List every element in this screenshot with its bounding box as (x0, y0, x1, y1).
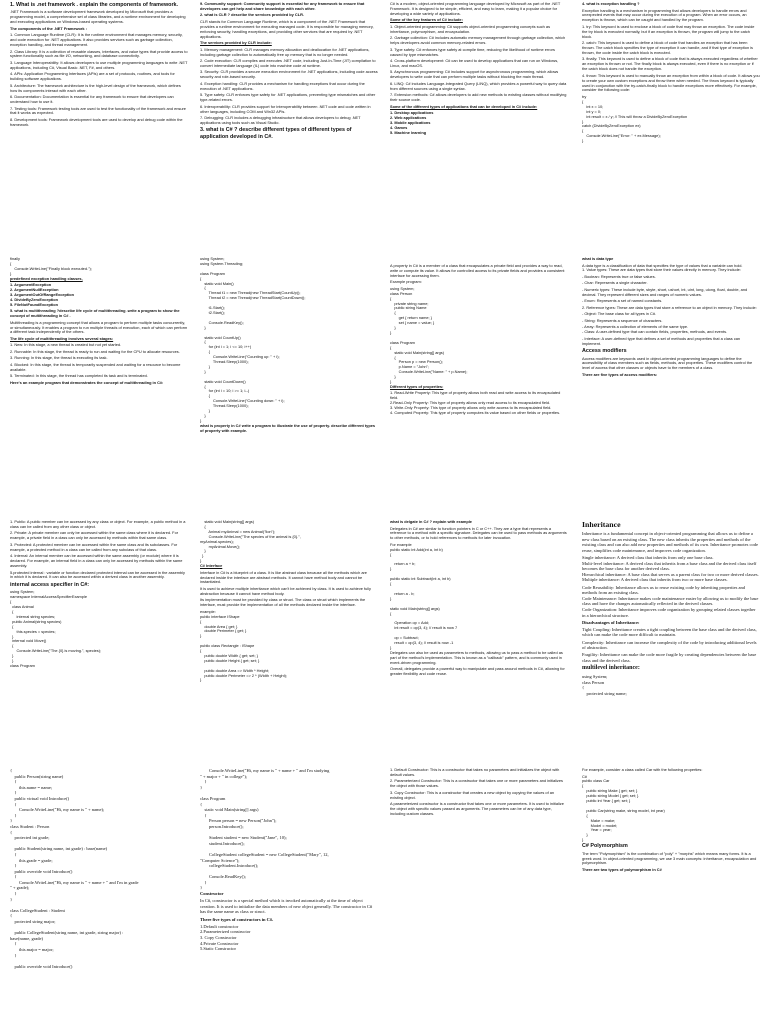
net-framework-section (10, 2, 188, 252)
paragraph: Constructor (200, 891, 224, 897)
paragraph: 4. throw: This keyword is used to manually throw an exception from within a block of code. It allows you to create your own custom exceptions and throw them when needed. The throw keyword is typically used in conjunction with the try-catch-finally block to handle exceptions more effectively. For example, consider the following code: (582, 72, 761, 93)
section-heading: internal access specifier in C#: (10, 581, 90, 588)
paragraph: 1. Desktop applications 2. Web applications 3. Mobile applications 4. Games 5. Machine learning (390, 110, 434, 135)
paragraph: Inheritance is a fundamental concept in object-oriented programming that allows us to define a new class based on an existing class. The new class inherits the properties and methods of the existing class and can also add new properties and methods of its own. Inheritance promotes code reuse, simplifies code maintenance, and improves code organization. (582, 531, 760, 553)
paragraph: Delegates can also be used as parameters to methods, allowing us to pass a method to be called as part of the method's implementation. This is known as a "callback" pattern, and is commonly used in event-driven programming. (390, 649, 564, 665)
paragraph: what is property in C# write a program to illustrate the use of property. describe different types of property with example. (200, 422, 377, 433)
thread-program-section (200, 257, 378, 517)
paragraph: It is used to achieve multiple inheritance which can't be achieved by class. It is used to achieve fully abstraction because it cannot have method body. (200, 585, 373, 596)
paragraph: 3. finally: This keyword is used to define a block of code that is always executed regardless of whether an exception is thrown or not. The finally block is always executed, even if there is no exception or if the catch block does not handle the exception. (582, 56, 759, 72)
paragraph: 1.Default constructor 2.Parameterized constructor 3. Copy Constructor 4.Private Constructor 5.Static Constructor (200, 923, 251, 952)
paragraph: 2. Code execution: CLR compiles and executes .NET code, including Just-In-Time (JIT) compilation to convert intermediate language (IL) code into machine code at runtime. (200, 58, 377, 68)
paragraph: 1. Common Language Runtime (CLR): It is the runtime environment that manages memory, security, and code execution for .NET applications. It also provides services such as garbage collection, exception handling, and thread management. (10, 32, 184, 48)
paragraph: 3. Security: CLR provides a secure execution environment for .NET applications, including code access security and role-based security. (200, 69, 379, 80)
paragraph: - String: Represents a sequence of characters. (582, 317, 663, 323)
paragraph: The term "Polymorphism" is the combination of "poly" + "morphs" which means many forms. It is a greek word. In object-oriented programming, we use 3 main concepts: inheritance, encapsulation and polymorphism. (582, 850, 758, 866)
paragraph: 7. Extension methods: C# allows developers to add new methods to existing classes without modifying their source code. (390, 92, 568, 103)
code-listing: try { int x = 10; int y = 0; int result = x / y; // This will throw a DivideByZeroException } catch (DivideByZeroException ex) { Console.WriteLine("Error: " + ex.Message); } (582, 93, 688, 144)
paragraph: 2. Reference types: These are data types that store a reference to an object in memory. They include: (582, 304, 757, 310)
paragraph: - Interface: A user-defined type that defines a set of methods and properties that a class can implement. (582, 335, 742, 346)
paragraph: Exception handling is a mechanism in programming that allows developers to handle errors and unexpected events that may occur during the execution of a program. When an error occurs, an exception is thrown, which can be caught and handled by the program. (582, 7, 748, 23)
paragraph: 1. Object-oriented programming: C# supports object-oriented programming concepts such as inheritance, polymorphism, and encapsulation. (390, 23, 552, 34)
code-listing: For example public static int Add(int a, int b) { return a + b; } public static int Subtract(int a, int b) { return a - b; } static void Main(string[] args) { Operation op = Add; int result = op(3, 4); // result is now 7 op = Subtract; result = op(3, 4); // result is now -1 } (390, 541, 458, 650)
section-heading: 3. what is C# ? describe different types of different types of application developed in C#. (200, 127, 354, 140)
paragraph: There are two types of polymorphism in C# (582, 866, 662, 872)
paragraph: Complexity: Inheritance can increase the complexity of the code by introducing additional levels of abstraction. (582, 639, 758, 651)
paragraph: A property in C# is a member of a class that encapsulates a private field and provides a way to read, write or compute its value. It allows for controlled access to its private fields and provides a consistent interface for accessing them. (390, 263, 566, 278)
paragraph: CLR stands for Common Language Runtime, which is a component of the .NET Framework that provides a runtime environment for executing managed code. It is responsible for managing memory, enforcing security, handling exceptions, and providing other services that are required by .NET applications. (200, 18, 375, 39)
section-heading: 1. What is .net framework . explain the components of framework. (10, 2, 179, 8)
column-1 (10, 2, 188, 1024)
section-heading: Inheritance (582, 520, 621, 529)
paragraph: 2. Garbage collection: C# includes automatic memory management through garbage collection, which helps developers avoid common memory-related errors. (390, 35, 567, 46)
paragraph: 4. what is exception handling ? (582, 1, 640, 6)
paragraph: 4. Internal: An internal member can be accessed within the same assembly (or module) where it is declared. For example, an internal field in a class can only be accessed by methods within the same assembly. (10, 553, 184, 569)
paragraph: what is data type (582, 256, 614, 261)
paragraph: 3. Copy Constructor: This is a constructor that creates a new object by copying the values of an existing object. (390, 789, 556, 800)
data-type-section (582, 257, 760, 517)
paragraph: 1. ArgumentException 2. ArgumentNullException 3. ArgumentOutOfRangeException 4. DivideByZeroException 5. FileNotFoundException (10, 282, 75, 307)
paragraph: 2. Parameterized Constructor: This is a constructor that takes one or more parameters and initializes the object with those values. (390, 778, 565, 789)
paragraph: 1. Read-Write Property: This type of property allows both read and write access to its encapsulated field. 2.Read-Only Property: This type of property allows only read access to its encapsulated field. 3. Write-Only Property: This type of property allows only write access to its encapsulated field. 4. Computed Property: This type of property computes its value based on other fields or properties. (390, 390, 561, 416)
paragraph: 1. Memory management: CLR manages memory allocation and deallocation for .NET applications, including garbage collection to automatically free up memory that is no longer needed. (200, 46, 371, 57)
exception-handling-section (582, 2, 760, 252)
paragraph: A parameterized constructor is a constructor that takes one or more parameters. It is used to initialize the object with specific values passed as arguments. The parameters can be of any data type, including custom classes. (390, 801, 565, 817)
code-listing: using System; namespace InternalAccessSpecifierExample { class Animal { internal string species; public Animal(string species) { this.species = species; } internal void Move() { Console.WriteLine("The {0} is moving.", species); } } class Program (10, 589, 102, 668)
access-modifiers-section (10, 520, 188, 760)
paragraph: 1. Default Constructor: This is a constructor that takes no parameters and initializes the object with default values. (390, 767, 561, 777)
paragraph: Different types of properties: (390, 383, 444, 389)
paragraph: The services provided by CLR include: (200, 40, 272, 46)
paragraph: 7. Debugging: CLR includes a debugging infrastructure that allows developers to debug .NET applications using tools such as Visual Studio. (200, 115, 362, 125)
constructor-types-section (390, 768, 568, 1026)
paragraph: - Array: Represents a collection of elements of the same type. - Class: A user-defined type that can contain fields, properties, methods, and events. (582, 324, 728, 335)
paragraph: C# is a modern, object-oriented programming language developed by Microsoft as part of the .NET Framework. It is designed to be simple, efficient, and easy to learn, making it a popular choice for developing a wide variety of applications. (390, 1, 562, 16)
paragraph: 2. Private: A private member can only be accessed within the same class where it is declared. For example, a private field in a class can only be accessed by methods within that same class. (10, 530, 180, 541)
paragraph: 8. Development tools: Framework development tools are used to develop and debug code within the framework. (10, 116, 184, 127)
paragraph: 2. Class Library: It is a collection of reusable classes, interfaces, and value types that provide access to system functionality such as file I/O, networking, and database connectivity. (10, 48, 189, 59)
paragraph: Some of the key features of C# include: (390, 17, 463, 23)
paragraph: - Boolean: Represents true or false values. (582, 273, 656, 279)
code-listing: using System; using System.Threading; class Program { static void Main() { Thread t1 = new Thread(new ThreadStart(CountUp)); Thread t2 = new Thread(new ThreadStart(CountDown)); t1.Start(); t2.Start(); Console.ReadKey(); } static void CountUp() { for (int i = 1; i <= 10; i++) { Console.WriteLine("Counting up: " + i); Thread.Sleep(1000); } } static void CountDown() { for (int i = 10; i >= 1; i--) { Console.WriteLine("Counting down: " + i); Thread.Sleep(1000); } } } (200, 256, 306, 423)
paragraph: C# Interface (200, 563, 223, 569)
paragraph: Multithreading is a programming concept that allows a program to perform multiple tasks concurrently, or simultaneously. It enables a program to run multiple threads of execution, each of which can perform a different task independently of the others. (10, 319, 189, 335)
paragraph: .NET Framework is a software development framework developed by Microsoft that provides a programming model, a comprehensive set of class libraries, and a runtime environment for developing and executing applications on Windows-based operating systems. (10, 9, 187, 25)
paragraph: 6. Documentation: Documentation is essential for any framework to ensure that developers can understand how to use it. (10, 94, 175, 105)
paragraph: 6. Interoperability: CLR provides support for interoperability between .NET code and code written in other languages, including COM and Win32 APIs. (200, 103, 372, 114)
csharp-section (390, 2, 568, 252)
delegate-section (390, 520, 568, 760)
paragraph: Disadvantages of Inheritance: (582, 619, 640, 625)
paragraph: 4. APIs: Application Programming Interfaces (APIs) are a set of protocols, routines, and tools for building software applications. (10, 71, 176, 82)
paragraph: 6. LINQ: C# includes Language-Integrated Query (LINQ), which provides a powerful way to query data from different sources using a single syntax. (390, 80, 568, 91)
column-4 (582, 2, 760, 1024)
paragraph: 1. New: In this stage, a new thread is created but not yet started. (10, 342, 122, 348)
interface-section (200, 520, 378, 760)
inheritance-code-section (10, 768, 188, 1026)
paragraph: 3. Language Interoperability: It allows developers to use multiple programming languages to write .NET applications, including C#, Visual Basic .NET, F#, and others. (10, 59, 189, 70)
paragraph: Overall, delegates provide a powerful way to manipulate and pass around methods in C#, allowing for greater flexibility and code reuse. (390, 666, 566, 676)
code-listing: using System; class Person { protected string name; (582, 674, 627, 696)
paragraph: 4. Exception handling: CLR provides a mechanism for handling exceptions that occur during the execution of .NET applications. (200, 80, 366, 91)
section-heading: C# Polymorphism (582, 843, 628, 850)
polymorphism-section (582, 768, 760, 1026)
code-listing: C# public class Car { public string Make { get; set; } public string Model { get; set; } public int Year { get; set; } public Car(string make, string model, int year) { Make = make; Model = model; Year = year; } } (582, 773, 665, 843)
paragraph: 3. Type safety: C# enforces type safety at compile time, reducing the likelihood of runtime errors caused by type mismatches. (390, 46, 557, 57)
multithreading-section (10, 257, 188, 517)
constructor-section (200, 768, 378, 1026)
paragraph: In C#, constructor is a special method which is invoked automatically at the time of object creation. It is used to initialize the data members of new object generally. The constructor in C# has the same name as class or struct. (200, 898, 374, 915)
paragraph: 9. Community support: Community support is essential for any framework to ensure that developers can get help and share knowledge with each other. (200, 1, 366, 11)
paragraph: Example program: (390, 279, 422, 285)
paragraph: - Enum: Represents a set of named constants. (582, 298, 663, 304)
paragraph: 5. Terminated: In this stage, the thread has completed its task and is terminated. (10, 373, 148, 379)
paragraph: - Object: The base class for all types in C#. (582, 311, 657, 317)
paragraph: 1. Public: A public member can be accessed by any class or object. For example, a public method in a class can be called from any other class or object. (10, 519, 187, 529)
code-listing: Console.WriteLine("Hi, my name is " + name + " and I'm studying " + major + " in college"); } } class Program { static void Main(string[] args) { Person person = new Person("John"); person.Introduce(); Student student = new Student("Jane", 10); student.Introduce(); CollegeStudent collegeStudent = new CollegeStudent("Mary", 12, "Computer Science"); collegeStudent.Introduce(); Console.ReadKey(); } } (200, 768, 330, 891)
paragraph: Code Reusability: Inheritance allows us to reuse existing code by inheriting properties and methods from an existing class. Code Maintenance: Inheritance makes code maintenance easier by allowing us to modify the base class and have the changes automatically reflected in the derived classes. Code Organization: Inheritance improves code organization by grouping related classes together in a hierarchical structure. (582, 584, 759, 618)
paragraph: 5. what is multithreading ?describe life cycle of multithreading .write a program to show the concept of multithreading in C# . (10, 308, 181, 319)
paragraph: For example, consider a class called Car with the following properties: (582, 767, 703, 772)
section-heading: multilevel inheritance: (582, 665, 640, 672)
paragraph: predefined exception handling classes, (10, 275, 83, 281)
paragraph: 5. Type safety: CLR enforces type safety for .NET applications, preventing type mismatches and other type-related errors. (200, 92, 377, 103)
paragraph: 4. Blocked: In this stage, the thread is temporarily suspended and waiting for a resource to become available. (10, 361, 182, 372)
paragraph: There are five types of access modifiers: (582, 371, 658, 377)
code-listing: { public Person(string name) { this.name = name; } public virtual void Introduce() { Console.WriteLine("Hi, my name is " + name); } } class Student : Person { protected int grade; public Student(string name, int grade) : base(name) { this.grade = grade; } public override void Introduce() { Console.WriteLine("Hi, my name is " + name + " and I'm in grade " + grade); } } class CollegeStudent : Student { protected string major; public CollegeStudent(string name, int grade, string major) : base(name, grade) { this.major = major; } public override void Introduce() (10, 768, 139, 969)
paragraph: Some of the different types of applications that can be developed in C# include: (390, 103, 538, 109)
paragraph: 5.protected internal : variable or function declared protected internal can be accessed in the assembly in which it is declared. It can also be accessed within a derived class in another assembly. (10, 569, 187, 580)
column-2 (200, 2, 378, 1024)
clr-section (200, 2, 378, 252)
paragraph: 2. what is CLR ? describe the services provided by CLR. (200, 12, 304, 18)
column-3 (390, 2, 568, 1024)
section-heading: Access modifiers (582, 348, 627, 355)
paragraph: Tight Coupling: Inheritance creates a tight coupling between the base class and the derived class, which can make the code more difficult to maintain. (582, 626, 758, 638)
paragraph: There five types of constructors in C#. (200, 916, 274, 922)
paragraph: Interface in C# is a blueprint of a class. It is like abstract class because all the methods which are declared inside the interface are abstract methods. It cannot have method body and cannot be instantiated. (200, 569, 369, 585)
paragraph: 3. Protected: A protected member can be accessed within the same class and its subclasses. For example, a protected method in a class can be called from any subclass of that class. (10, 541, 179, 552)
paragraph: 4. Cross-platform development: C# can be used to develop applications that can run on Windows, Linux, and macOS. (390, 58, 560, 68)
paragraph: Access modifiers are keywords used in object-oriented programming languages to define the accessibility of class members such as fields, methods, and properties. These modifiers control the level of access that other classes or objects have to the members of a class. (582, 355, 754, 371)
paragraph: - Numeric types: These include byte, sbyte, short, ushort, int, uint, long, ulong, float, double, and decimal. They represent different sizes and ranges of numeric values. (582, 286, 749, 297)
code-listing: using System; class Person { private string name; public string Name { get { return name; } set { name = value; } } } class Program { static void Main(string[] args) { Person p = new Person(); p.Name = "John"; Console.WriteLine("Name: " + p.Name); } } (390, 285, 468, 385)
paragraph: 7. Testing tools: Framework testing tools are used to test the functionality of the framework and ensure that it works as expected. (10, 105, 188, 116)
paragraph: 1. try: This keyword is used to enclose a block of code that may throw an exception. The code inside the try block is executed normally, but if an exception is thrown, the program will jump to the catch block. (582, 23, 756, 39)
paragraph: A data type is a classification of data that specifies the type of values that a variable can hold. 1. Value types: These are data types that store their values directly in memory. They include: (582, 262, 743, 273)
inheritance-section (582, 520, 760, 760)
paragraph: - Char: Represents a single character. (582, 280, 648, 286)
code-listing: static void Main(string[] args) { Animal myAnimal = new Animal("lion"); Console.WriteLine("The species of the animal is {0}.", myAnimal.species); myAnimal.Move(); } } } (200, 519, 301, 564)
paragraph: 2. Runnable: In this stage, the thread is ready to run and waiting for the CPU to allocate resources. (10, 348, 180, 354)
paragraph: Here's an example program that demonstrates the concept of multithreading in C#: (10, 379, 164, 385)
paragraph: Its implementation must be provided by class or struct. The class or struct which implements the interface, must provide the implementation of all the methods declared inside the interface. (200, 597, 367, 608)
paragraph: 5. Asynchronous programming: C# includes support for asynchronous programming, which allows developers to write code that can perform multiple tasks without blocking the main thread. (390, 69, 560, 80)
code-listing: finally { Console.WriteLine("Finally block executed."); } (10, 256, 92, 276)
paragraph: 2. catch: This keyword is used to define a block of code that handles an exception that has been thrown. The catch block specifies the type of exception it can handle, and if that type of exception is thrown, the code inside the catch block is executed. (582, 40, 755, 55)
paragraph: 5. Architecture: The framework architecture is the high-level design of the framework, which defines how its components interact with each other. (10, 82, 182, 93)
paragraph: Delegates in C# are similar to function pointers in C or C++. They are a type that represents a reference to a method with a specific signature. Delegates can be used to pass methods as arguments to other methods, or to hold references to methods for later invocation. (390, 525, 568, 541)
paragraph: 3. Running: In this stage, the thread is executing its task. (10, 355, 108, 361)
paragraph: Single inheritance: A derived class that inherits from only one base class. Multi-level inheritance: A derived class that inherits from a base class and the derived class itself becomes the base class for another derived class. Hierarchical inheritance: A base class that serves as a parent class for two or more derived classes. Multiple inheritance: A derived class that inherits from two or more base classes. (582, 554, 759, 583)
paragraph: The life cycle of multithreading involves several stages: (10, 335, 114, 341)
paragraph: Fragility: Inheritance can make the code more fragile by creating dependencies between the base class and the derived class. (582, 652, 758, 664)
property-section (390, 264, 568, 517)
paragraph: The components of the .NET Framework : (10, 25, 87, 31)
code-listing: example: public interface IShape { double Area { get; } double Perimeter { get; } } public class Rectangle : IShape { public double Width { get; set; } public double Height { get; set; } public double Area => Width * Height; public double Perimeter => 2 * (Width + Height); } (200, 608, 288, 683)
paragraph: what is delgate in C# ? explain with example (390, 519, 472, 524)
